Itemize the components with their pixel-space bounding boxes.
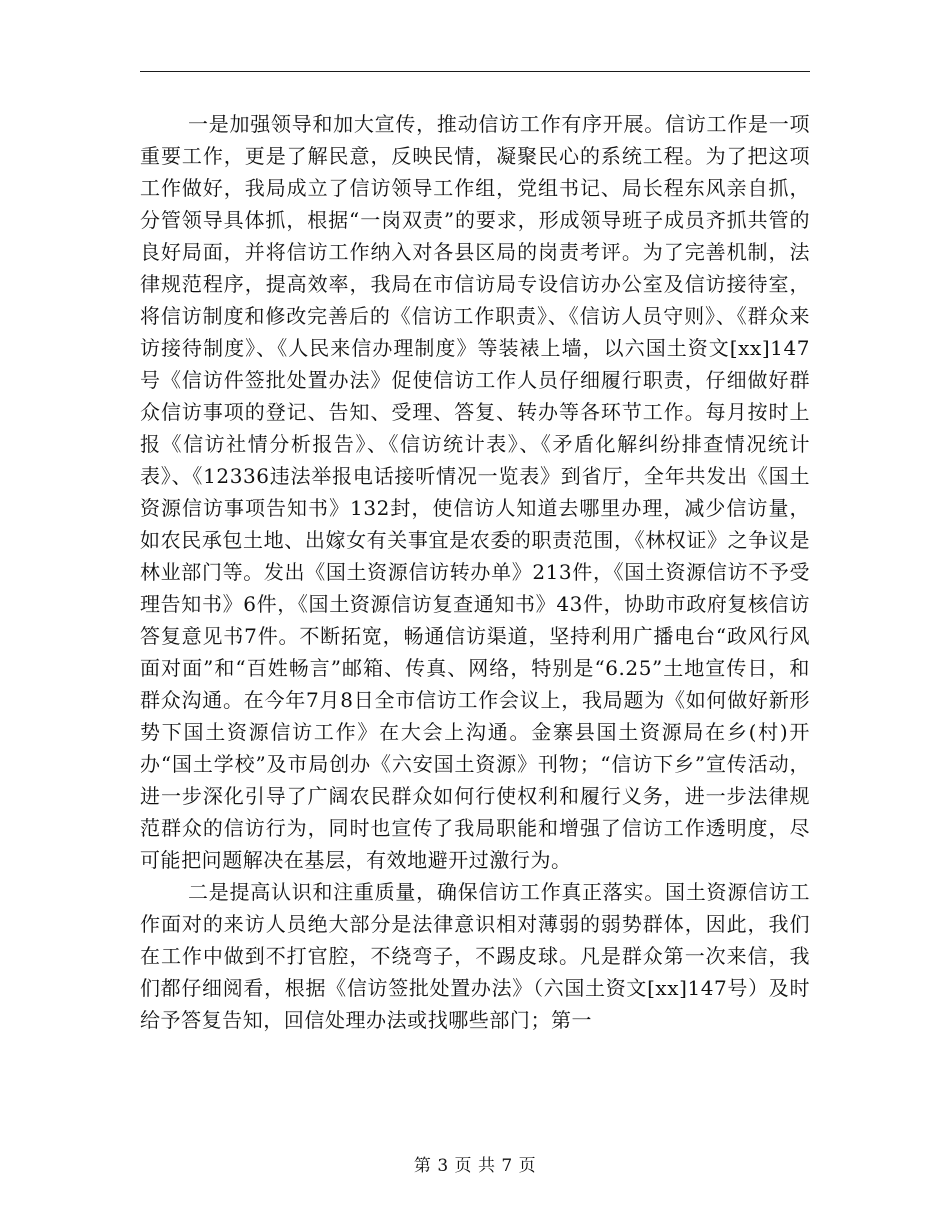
document-body <box>140 108 810 1036</box>
page-footer <box>0 1155 950 1177</box>
paragraph-1: 一是加强领导和加大宣传，推动信访工作有序开展。信访工作是一项重要工作，更是了解民意，反映民情，凝聚民心的系统工程。为了把这项工作做好，我局成立了信访领导工作组，党组书记、局长程东风亲自抓，分管领导具体抓，根据“一岗双责”的要求，形成领导班子成员齐抓共管的良好局面，并将信访工作纳入对各县区局的岗责考评。为了完善机制，法律规范程序，提高效率，我局在市信访局专设信访办公室及信访接待室，将信访制度和修改完善后的《信访工作职责》、《信访人员守则》、《群众来访接待制度》、《人民来信办理制度》等装裱上墙，以六国土资文[xx]147号《信访件签批处置办法》促使信访工作人员仔细履行职责，仔细做好群众信访事项的登记、告知、受理、答复、转办等各环节工作。每月按时上报《信访社情分析报告》、《信访统计表》、《矛盾化解纠纷排查情况统计表》、《12336违法举报电话接听情况一览表》到省厅，全年共发出《国土资源信访事项告知书》132封，使信访人知道去哪里办理，减少信访量，如农民承包土地、出嫁女有关事宜是农委的职责范围，《林权证》之争议是林业部门等。发出《国土资源信访转办单》213件，《国土资源信访不予受理告知书》6件，《国土资源信访复查通知书》43件，协助市政府复核信访答复意见书7件。不断拓宽，畅通信访渠道，坚持利用广播电台“政风行风面对面”和“百姓畅言”邮箱、传真、网络，特别是“6.25”土地宣传日，和群众沟通。在今年7月8日全市信访工作会议上，我局题为《如何做好新形势下国土资源信访工作》在大会上沟通。金寨县国土资源局在乡(村)开办“国土学校”及市局创办《六安国土资源》刊物；“信访下乡”宣传活动，进一步深化引导了广阔农民群众如何行使权利和履行义务，进一步法律规范群众的信访行为，同时也宣传了我局职能和增强了信访工作透明度，尽可能把问题解决在基层，有效地避开过激行为。 <box>140 112 810 872</box>
page-number-label: 第 3 页 共 7 页 <box>413 1156 537 1176</box>
header-rule <box>140 71 810 72</box>
paragraph-2: 二是提高认识和注重质量，确保信访工作真正落实。国土资源信访工作面对的来访人员绝大部分是法律意识相对薄弱的弱势群体，因此，我们在工作中做到不打官腔，不绕弯子，不踢皮球。凡是群众第一次来信，我们都仔细阅看，根据《信访签批处置办法》（六国土资文[xx]147号）及时给予答复告知，回信处理办法或找哪些部门；第一 <box>140 880 810 1032</box>
